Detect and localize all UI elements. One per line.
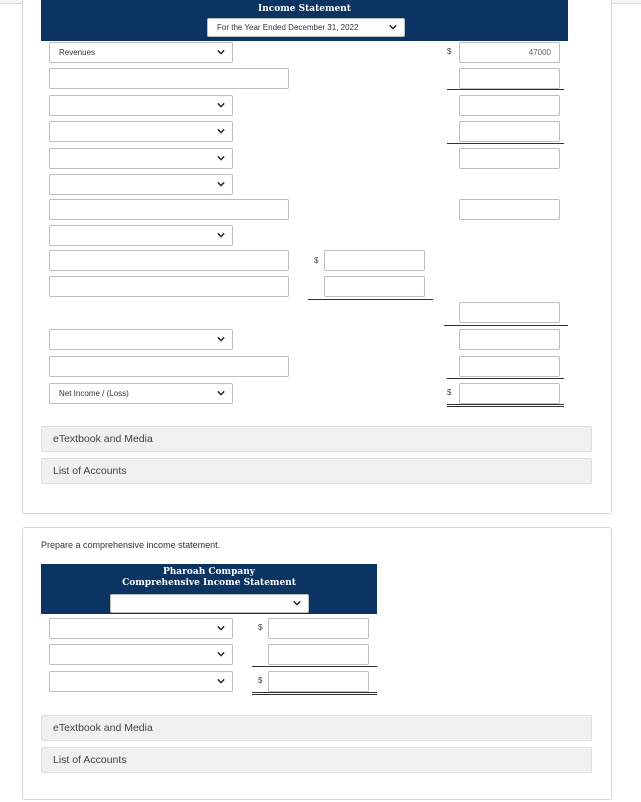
comp-row3-select[interactable] [49, 671, 233, 692]
net-income-dollar-sign: $ [447, 388, 452, 397]
row11-amount-input[interactable] [459, 302, 560, 323]
comprehensive-period-select[interactable] [110, 594, 309, 613]
revenues-select[interactable] [49, 42, 233, 63]
row5-select[interactable] [49, 148, 233, 169]
row4-amount-input[interactable] [459, 121, 560, 142]
comprehensive-prompt: Prepare a comprehensive income statement. [41, 540, 221, 550]
period-select[interactable] [207, 18, 405, 37]
row10-mid-amount-input[interactable] [324, 276, 425, 297]
net-income-select[interactable] [49, 383, 233, 404]
chevron-down-icon [389, 23, 397, 31]
chevron-down-icon [217, 389, 225, 397]
mid-dollar-sign: $ [314, 256, 319, 265]
chevron-down-icon [217, 154, 225, 162]
row13-text-input[interactable] [49, 356, 289, 377]
net-income-select-value: Net Income / (Loss) [59, 389, 129, 398]
underline-rule [447, 143, 564, 144]
double-underline-rule [447, 404, 564, 407]
comp-row2-select[interactable] [49, 644, 233, 665]
statement-title: Income Statement [258, 4, 351, 14]
row9-mid-amount-input[interactable] [324, 250, 425, 271]
chevron-down-icon [217, 231, 225, 239]
chevron-down-icon [217, 101, 225, 109]
row4-select[interactable] [49, 121, 233, 142]
comp-row1-select[interactable] [49, 618, 233, 639]
row9-text-input[interactable] [49, 250, 289, 271]
row12-select[interactable] [49, 329, 233, 350]
chevron-down-icon [217, 48, 225, 56]
row7-amount-input[interactable] [459, 199, 560, 220]
chevron-down-icon [217, 180, 225, 188]
comp-row1-dollar-sign: $ [258, 623, 263, 632]
list-of-accounts-link[interactable]: List of Accounts [41, 458, 592, 484]
revenues-dollar-sign: $ [447, 47, 452, 56]
etextbook-media-link[interactable]: eTextbook and Media [41, 426, 592, 452]
row3-select[interactable] [49, 95, 233, 116]
row5-amount-input[interactable] [459, 148, 560, 169]
chevron-down-icon [217, 624, 225, 632]
revenues-amount-input[interactable]: 47000 [459, 42, 560, 63]
company-name: Pharoah Company [163, 567, 255, 577]
row6-select[interactable] [49, 174, 233, 195]
row7-text-input[interactable] [49, 199, 289, 220]
underline-rule [252, 666, 377, 667]
row2-text-input[interactable] [49, 68, 289, 89]
underline-rule [447, 378, 564, 379]
underline-rule [308, 299, 433, 300]
row10-text-input[interactable] [49, 276, 289, 297]
row12-amount-input[interactable] [459, 329, 560, 350]
row2-amount-input[interactable] [459, 68, 560, 89]
chevron-down-icon [217, 677, 225, 685]
chevron-down-icon [217, 127, 225, 135]
row8-select[interactable] [49, 225, 233, 246]
list-of-accounts-link[interactable]: List of Accounts [41, 747, 592, 773]
comp-row3-amount-input[interactable] [268, 671, 369, 692]
comprehensive-title: Comprehensive Income Statement [122, 578, 296, 588]
double-underline-rule [252, 692, 377, 695]
revenues-select-value: Revenues [59, 48, 96, 57]
chevron-down-icon [217, 335, 225, 343]
net-income-amount-input[interactable] [459, 383, 560, 404]
underline-rule [447, 89, 564, 90]
etextbook-media-link[interactable]: eTextbook and Media [41, 715, 592, 741]
chevron-down-icon [217, 650, 225, 658]
underline-rule [444, 325, 568, 326]
chevron-down-icon [293, 599, 301, 607]
comp-row2-amount-input[interactable] [268, 644, 369, 665]
row3-amount-input[interactable] [459, 95, 560, 116]
comp-row3-dollar-sign: $ [258, 676, 263, 685]
period-select-value: For the Year Ended December 31, 2022 [217, 23, 359, 32]
comp-row1-amount-input[interactable] [268, 618, 369, 639]
row13-amount-input[interactable] [459, 356, 560, 377]
